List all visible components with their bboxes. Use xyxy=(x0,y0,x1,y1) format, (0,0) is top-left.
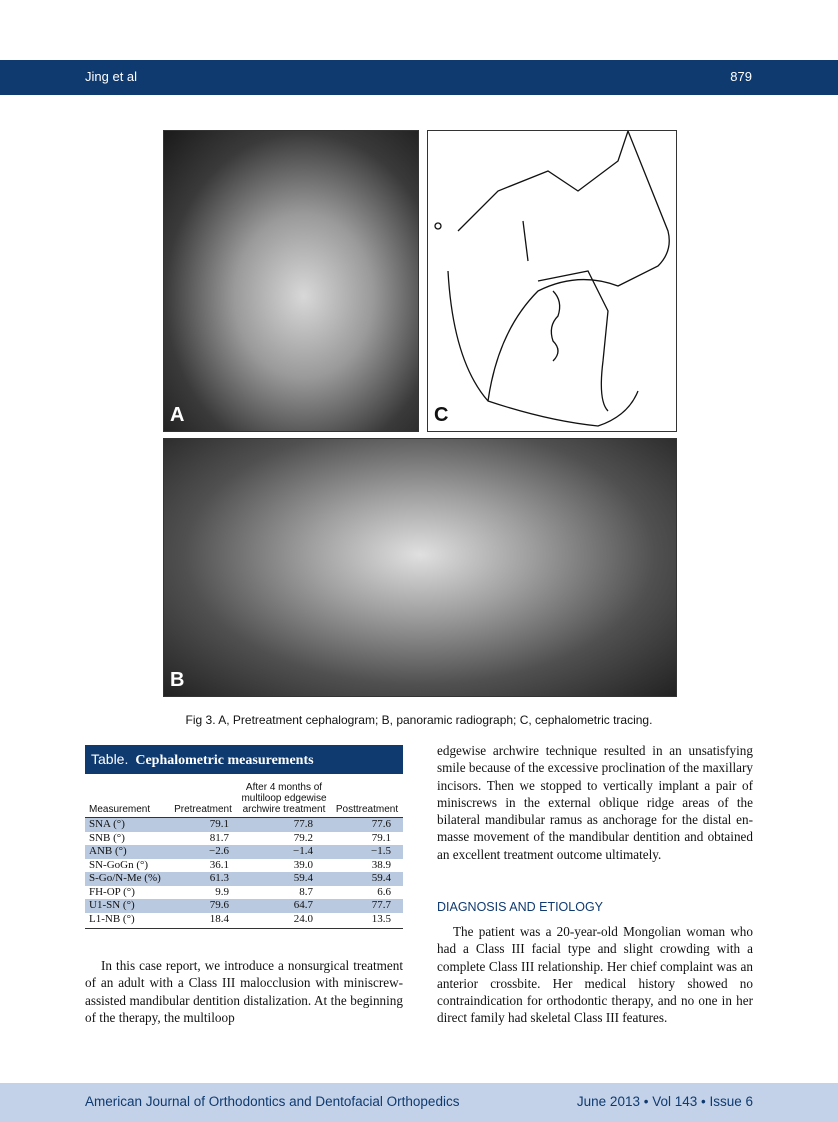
table-cell: 9.9 xyxy=(215,885,229,898)
table-cell: 39.0 xyxy=(293,858,313,871)
table-cell: 79.2 xyxy=(293,831,313,844)
table-cell: 8.7 xyxy=(299,885,313,898)
table-cell: L1-NB (°) xyxy=(89,912,135,925)
table-cell: 24.0 xyxy=(293,912,313,925)
panel-label-c: C xyxy=(434,404,449,426)
panel-label-b: B xyxy=(170,669,185,691)
panel-label-a: A xyxy=(170,404,185,426)
table-cell: −2.6 xyxy=(209,845,229,857)
table-cell: 79.6 xyxy=(209,899,229,911)
running-header xyxy=(0,60,838,95)
table-cell: 38.9 xyxy=(371,858,391,871)
col-header: After 4 months of multiloop edgewise archwire treatment xyxy=(241,782,327,815)
table-cell: 6.6 xyxy=(377,885,391,898)
journal-name: American Journal of Orthodontics and Dentofacial Orthopedics xyxy=(85,1094,460,1109)
table-cell: SNB (°) xyxy=(89,831,125,844)
figure-caption: Fig 3. A, Pretreatment cephalogram; B, panoramic radiograph; C, cephalometric tracing. xyxy=(185,713,653,727)
footer xyxy=(0,1083,838,1122)
table-row xyxy=(85,832,403,846)
intro-paragraph: In this case report, we introduce a nonsurgical treatment of an adult with a Class III malocclusion with miniscrew-assisted mandibular dentition distalization. At the beginning of the therapy, the multiloop xyxy=(85,958,403,1025)
figure-c-tracing xyxy=(427,130,677,432)
table-cell: 77.6 xyxy=(371,818,391,830)
table-cell: 64.7 xyxy=(293,899,313,911)
table-label: Table. xyxy=(91,751,129,767)
section-heading: DIAGNOSIS AND ETIOLOGY xyxy=(437,900,604,914)
table-cell: 77.7 xyxy=(371,899,391,911)
issue-info: June 2013 • Vol 143 • Issue 6 xyxy=(576,1094,753,1109)
figure-b-panoramic xyxy=(163,438,677,697)
table-cell: 79.1 xyxy=(209,818,229,830)
table-row xyxy=(85,859,403,873)
table-row xyxy=(85,913,403,927)
table-cell: 79.1 xyxy=(371,831,391,844)
table-cell: ANB (°) xyxy=(89,845,127,857)
col-header: Measurement xyxy=(89,804,151,815)
table-cell: 36.1 xyxy=(209,858,229,871)
figure-a-cephalogram xyxy=(163,130,419,432)
table-caption: Cephalometric measurements xyxy=(135,753,314,768)
table-row xyxy=(85,845,403,859)
table-cell: U1-SN (°) xyxy=(89,899,135,911)
col-header: Posttreatment xyxy=(335,804,399,815)
table-cell: −1.4 xyxy=(293,845,313,857)
table-cell: 77.8 xyxy=(293,818,313,830)
table-cell: SNA (°) xyxy=(89,818,125,830)
table-cell: 13.5 xyxy=(371,912,391,925)
tracing-drawing xyxy=(428,131,676,431)
table-cell: SN-GoGn (°) xyxy=(89,858,149,871)
table-cell: 18.4 xyxy=(209,912,229,925)
table-cell: FH-OP (°) xyxy=(89,885,135,898)
continued-paragraph: edgewise archwire technique resulted in an unsatisfying smile because of the excessive proclination of the maxillary incisors. Then we stopped to vertically implant a pair of miniscrews in the external oblique ridge areas of the bilateral mandibular ramus as anchorage for the distal en-masse movement of the mandibular dentition and obtained an excellent treatment outcome ultimately. xyxy=(437,743,753,862)
table-cell: 61.3 xyxy=(209,872,229,884)
table-row xyxy=(85,818,403,832)
table-cell: −1.5 xyxy=(371,845,391,857)
table-title xyxy=(85,745,403,774)
table-row xyxy=(85,899,403,913)
table-cell: 59.4 xyxy=(293,872,313,884)
table-cell: S-Go/N-Me (%) xyxy=(89,872,161,884)
page-number: 879 xyxy=(730,69,752,84)
table-row xyxy=(85,886,403,900)
table-header xyxy=(85,782,403,818)
table-row xyxy=(85,872,403,886)
diagnosis-paragraph: The patient was a 20-year-old Mongolian woman who had a Class III facial type and slight crowding with a complete Class III relationship. Her chief complaint was an anterior crossbite. Her medical history showed no contraindication for orthodontic therapy, and no one in her direct family had skeletal Class III features. xyxy=(437,924,753,1026)
table-cell: 59.4 xyxy=(371,872,391,884)
col-header: Pretreatment xyxy=(174,804,232,815)
running-head: Jing et al xyxy=(85,69,138,84)
table-cell: 81.7 xyxy=(209,831,229,844)
cephalometric-table xyxy=(85,745,403,929)
